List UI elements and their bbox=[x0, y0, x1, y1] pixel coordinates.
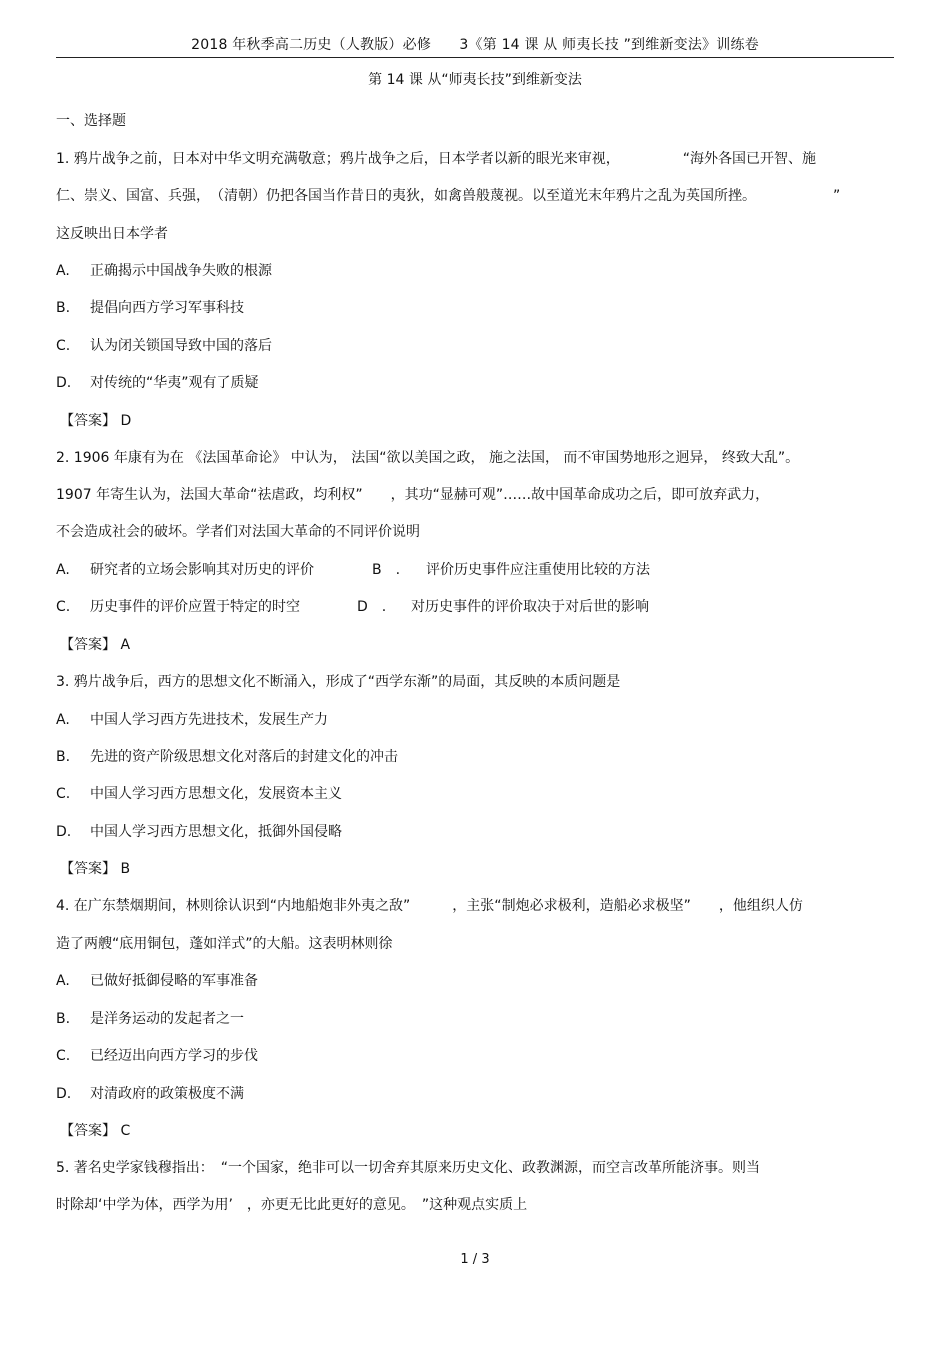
question-stem-line: 仁、崇义、国富、兵强， （清朝）仍把各国当作昔日的夷狄，如禽兽般蔑视。以至道光末年鸦片之乱为英国所挫。 ” bbox=[56, 188, 841, 204]
option-a: A. 已做好抵御侵略的军事准备 bbox=[56, 973, 258, 989]
answer-label: 【答案】 D bbox=[60, 413, 132, 429]
question-stem-line: 5. 著名史学家钱穆指出： “一个国家，绝非可以一切舍弃其原来历史文化、政教渊源，而空言改革所能济事。则当 bbox=[56, 1160, 761, 1176]
option-d: D. 对传统的“华夷”观有了质疑 bbox=[56, 375, 259, 391]
question-stem-line: 3. 鸦片战争后，西方的思想文化不断涌入，形成了“西学东渐”的局面，其反映的本质问题是 bbox=[56, 674, 621, 690]
header-divider bbox=[56, 57, 894, 58]
section-title: 一、选择题 bbox=[56, 113, 126, 129]
question-stem-line: 时除却‘中学为体，西学为用’ ，亦更无比此更好的意见。 ”这种观点实质上 bbox=[56, 1197, 528, 1213]
question-stem-line: 2. 1906 年康有为在 《法国革命论》 中认为， 法国“欲以美国之政， 施之法国， 而不审国势地形之迥异， 终致大乱”。 bbox=[56, 450, 800, 466]
question-stem-line: 这反映出日本学者 bbox=[56, 226, 168, 242]
question-stem-line: 1. 鸦片战争之前，日本对中华文明充满敬意；鸦片战争之后，日本学者以新的眼光来审视， “海外各国已开智、施 bbox=[56, 151, 817, 167]
option-d: D. 对清政府的政策极度不满 bbox=[56, 1086, 244, 1102]
option-c: C. 已经迈出向西方学习的步伐 bbox=[56, 1048, 258, 1064]
option-d: D . 对历史事件的评价取决于对后世的影响 bbox=[357, 599, 649, 615]
page-number: 1 / 3 bbox=[460, 1252, 490, 1267]
answer-label: 【答案】 B bbox=[60, 861, 131, 877]
option-c: C. 中国人学习西方思想文化，发展资本主义 bbox=[56, 786, 342, 802]
question-stem-line: 不会造成社会的破坏。学者们对法国大革命的不同评价说明 bbox=[56, 524, 420, 540]
option-b: B . 评价历史事件应注重使用比较的方法 bbox=[372, 562, 650, 578]
option-d: D. 中国人学习西方思想文化，抵御外国侵略 bbox=[56, 824, 342, 840]
option-b: B. 提倡向西方学习军事科技 bbox=[56, 300, 244, 316]
answer-label: 【答案】 A bbox=[60, 637, 131, 653]
option-a: A. 中国人学习西方先进技术，发展生产力 bbox=[56, 712, 328, 728]
question-stem-line: 造了两艘“底用铜包，蓬如洋式”的大船。这表明林则徐 bbox=[56, 936, 393, 952]
lesson-title: 第 14 课 从“师夷长技”到维新变法 bbox=[368, 72, 582, 88]
option-c: C. 认为闭关锁国导致中国的落后 bbox=[56, 338, 272, 354]
question-stem-line: 4. 在广东禁烟期间，林则徐认识到“内地船炮非外夷之敌” ，主张“制炮必求极利，造船必求极坚” ，他组织人仿 bbox=[56, 898, 803, 914]
option-b: B. 是洋务运动的发起者之一 bbox=[56, 1011, 244, 1027]
option-b: B. 先进的资产阶级思想文化对落后的封建文化的冲击 bbox=[56, 749, 398, 765]
option-c: C. 历史事件的评价应置于特定的时空 bbox=[56, 599, 300, 615]
answer-label: 【答案】 C bbox=[60, 1123, 131, 1139]
running-header: 2018 年秋季高二历史（人教版）必修 3《第 14 课 从 师夷长技 ”到维新变法》训练卷 bbox=[191, 37, 759, 53]
option-a: A. 正确揭示中国战争失败的根源 bbox=[56, 263, 272, 279]
question-stem-line: 1907 年寄生认为，法国大革命“祛虐政，均利权” ，其功“显赫可观”……故中国革命成功之后，即可放弃武力， bbox=[56, 487, 770, 503]
option-a: A. 研究者的立场会影响其对历史的评价 bbox=[56, 562, 314, 578]
